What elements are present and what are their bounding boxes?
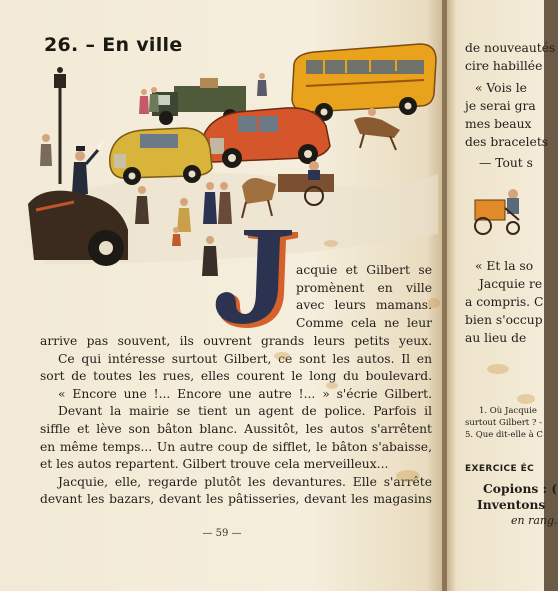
right-line: a compris. C: [465, 295, 544, 309]
paper-stain: [487, 364, 509, 374]
paper-stain: [517, 394, 535, 404]
body-line: siffle et lève son bâton blanc. Aussitôt, les autos s'arrêtent: [40, 421, 432, 436]
right-line: « Vois le: [475, 81, 527, 95]
street-lamp: [54, 67, 66, 184]
dropcap-letter: [214, 230, 300, 330]
exercise-line: Copions : (: [483, 481, 558, 496]
page-number: — 59 —: [202, 528, 242, 539]
right-line: cire habillée: [465, 59, 543, 73]
lesson-number: 26.: [44, 34, 79, 56]
paper-stain: [274, 352, 290, 360]
body-line: Ce qui intéresse surtout Gilbert, ce sont les autos. Il en: [58, 351, 432, 366]
body-text: [40, 333, 432, 509]
intro-line: acquie et Gilbert se: [296, 263, 432, 277]
body-line: en même temps... Un autre coup de sifflet, le bâton s'abaisse,: [40, 439, 432, 454]
body-line: « Encore une !... Encore une autre !... » s'écrie Gilbert.: [58, 386, 432, 401]
paper-stain: [326, 382, 338, 389]
paper-stain: [428, 298, 440, 308]
intro-line: promènent en ville: [296, 280, 432, 295]
right-line: « Et la so: [475, 259, 534, 273]
right-line: mes beaux: [465, 117, 532, 131]
intro-line: avec leurs mamans.: [296, 298, 432, 313]
paper-stain: [324, 240, 338, 247]
intro-line: Comme cela ne leur: [296, 315, 432, 330]
right-page: [447, 0, 558, 591]
right-line: de nouveautés: [465, 41, 556, 55]
red-car: [202, 108, 330, 168]
right-line: — Tout s: [479, 156, 533, 170]
question-line: surtout Gilbert ? -: [465, 418, 543, 428]
lesson-title: – En ville: [85, 34, 183, 56]
horse-right: [354, 108, 400, 150]
bus: [292, 44, 436, 121]
body-line: Devant la mairie se tient un agent de police. Parfois il: [58, 404, 432, 419]
paper-stain: [396, 470, 420, 482]
right-line: au lieu de: [465, 331, 527, 345]
body-line: et les autos repartent. Gilbert trouve cela merveilleux...: [40, 457, 389, 472]
exercise-line: en rang.: [511, 514, 558, 527]
exercise-heading: EXERCICE ÉC: [465, 464, 535, 474]
intro-paragraph: [296, 262, 432, 332]
body-line: sort de toutes les rues, elles courent le long du boulevard.: [40, 369, 432, 384]
question-line: 1. Où Jacquie: [479, 406, 537, 416]
right-line: bien s'occup: [465, 313, 543, 327]
right-line: je serai gra: [465, 99, 536, 113]
right-line: des bracelets: [465, 135, 549, 149]
yellow-car: [110, 128, 212, 185]
body-line: devant les bazars, devant les pâtisseries, devant les magasins: [40, 492, 432, 507]
exercise-line: Inventons: [477, 497, 546, 512]
right-line: Jacquie re: [479, 277, 543, 291]
body-line: arrive pas souvent, ils ouvrent grands leurs petits yeux.: [40, 334, 432, 348]
body-line: Jacquie, elle, regarde plutôt les devantures. Elle s'arrête: [58, 474, 432, 489]
question-line: 5. Que dit-elle à C: [465, 430, 543, 440]
small-cart-illustration: [469, 184, 531, 238]
